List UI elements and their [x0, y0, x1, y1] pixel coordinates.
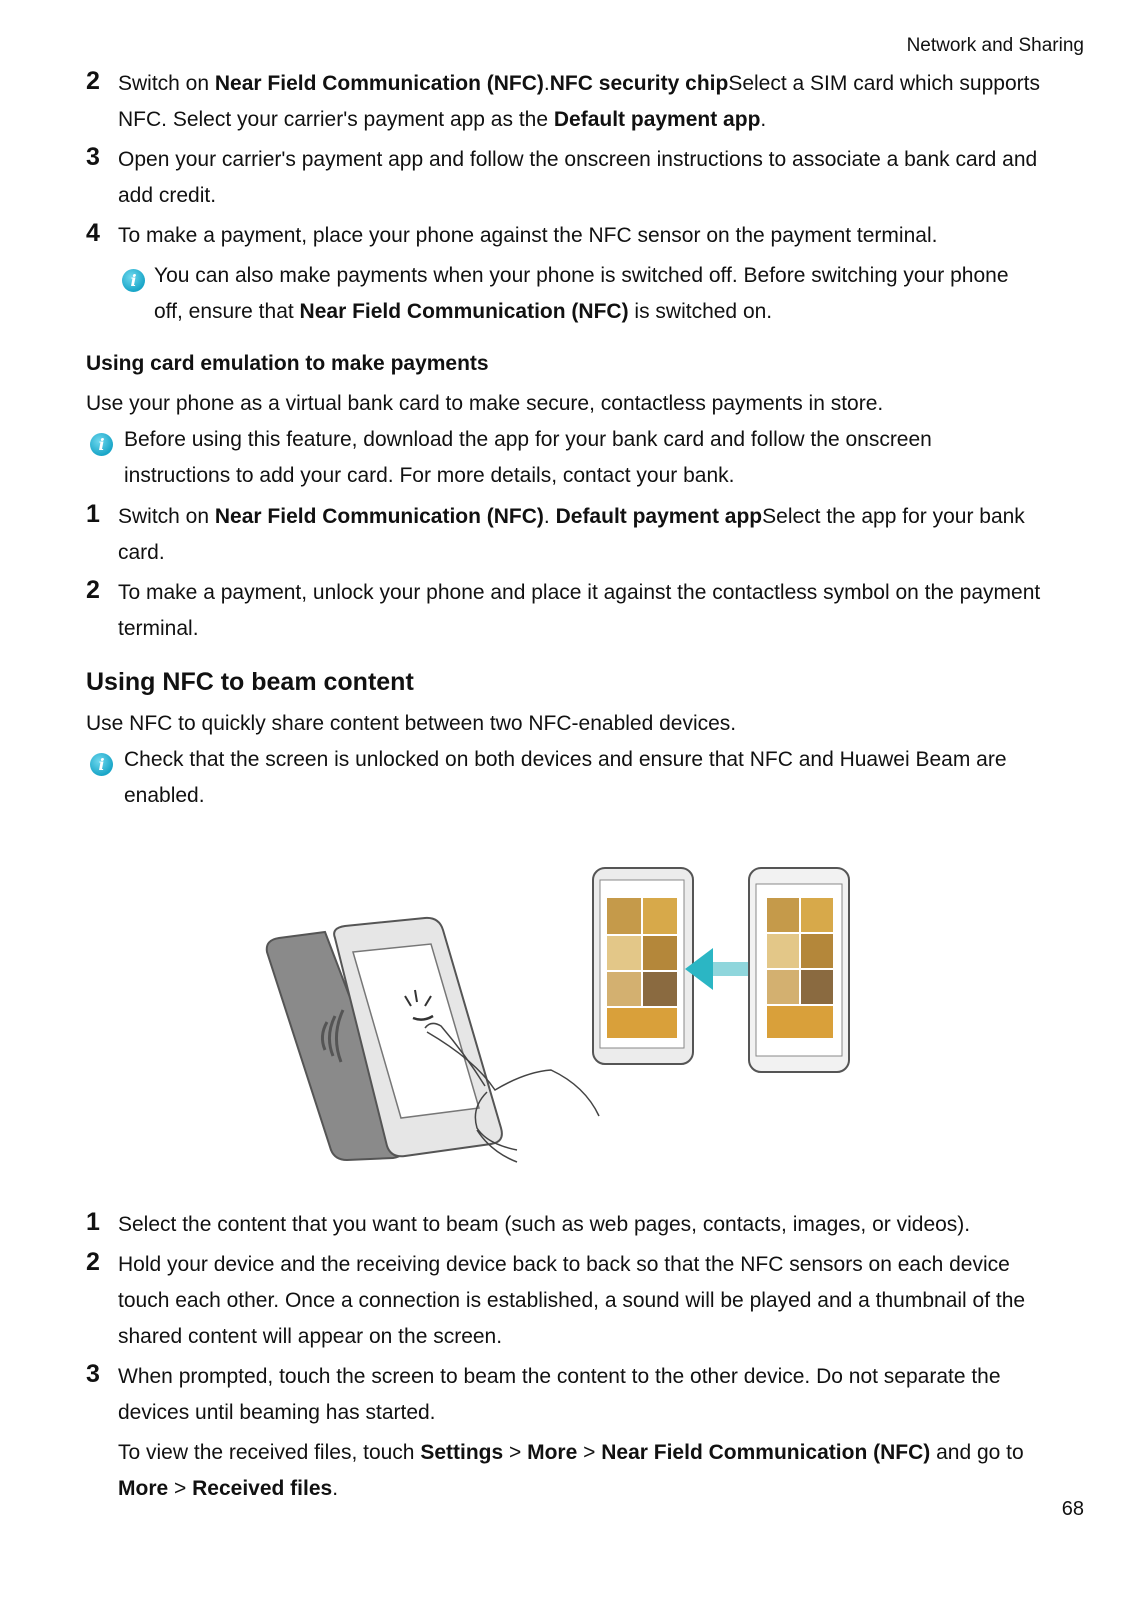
text-run: Select a SIM card which supports NFC. Select your carrier's payment app as the [118, 72, 1040, 131]
step-number: 1 [86, 1208, 100, 1236]
text-run: Switch on [118, 72, 215, 95]
info-icon: i [90, 433, 113, 456]
bold-term: Near Field Communication (NFC) [299, 300, 629, 323]
sending-phone [749, 868, 849, 1072]
step-text [118, 1247, 1066, 1355]
payment-step-2 [86, 66, 1066, 138]
text-run: . [332, 1477, 339, 1500]
text-run: . [760, 108, 767, 131]
bold-term: Default payment app [553, 108, 761, 131]
step-number: 3 [86, 143, 100, 171]
payment-step-4 [86, 218, 1066, 254]
text-run: To view the received files, touch [118, 1441, 421, 1464]
nfc-beam-illustration [255, 860, 875, 1180]
card-emulation-heading: Using card emulation to make payments [86, 352, 489, 375]
step-text [118, 499, 1066, 571]
step-number: 2 [86, 576, 100, 604]
payment-step-3 [86, 142, 1066, 214]
card-step-2 [86, 575, 1066, 647]
beam-intro: Use NFC to quickly share content between two NFC-enabled devices. [86, 712, 737, 735]
step-text [118, 218, 1066, 254]
bold-term: NFC security chip [549, 72, 729, 95]
text-run: is switched on. [628, 300, 773, 323]
text-run: > [577, 1441, 602, 1464]
text-run: Switch on [118, 505, 215, 528]
step-number: 2 [86, 67, 100, 95]
step-text [118, 1359, 1066, 1431]
bold-term: Received files [192, 1477, 333, 1500]
text-run: . [543, 72, 550, 95]
text-run: > [503, 1441, 528, 1464]
beam-step-1 [86, 1207, 1066, 1243]
beam-section-title: Using NFC to beam content [86, 668, 414, 696]
card-emulation-note: Before using this feature, download the app for your bank card and follow the onscreen instructions to add your card. For more details, contact your bank. [124, 428, 932, 487]
text-run: Select the app for your bank card. [118, 505, 1025, 564]
step-text [118, 66, 1066, 138]
text-run: Select the content that you want to beam (such as web pages, contacts, images, or videos). [118, 1213, 971, 1236]
info-icon: i [122, 269, 145, 292]
bold-term: Default payment app [555, 505, 763, 528]
bold-term: Near Field Communication (NFC) [214, 505, 544, 528]
step-number: 3 [86, 1360, 100, 1388]
bold-term: Near Field Communication (NFC) [601, 1441, 931, 1464]
receiving-phone [593, 868, 693, 1064]
page-number: 68 [1061, 1498, 1084, 1520]
beam-step-3 [86, 1359, 1066, 1431]
step-number: 2 [86, 1248, 100, 1276]
card-step-1 [86, 499, 1066, 571]
text-run: . [543, 505, 556, 528]
text-run: Open your carrier's payment app and follow the onscreen instructions to associate a bank card and add credit. [118, 148, 1038, 207]
bold-term: Settings [420, 1441, 504, 1464]
received-files-instructions [118, 1435, 1058, 1507]
bold-term: More [118, 1477, 169, 1500]
text-run: and go to [930, 1441, 1024, 1464]
text-run: > [168, 1477, 193, 1500]
bold-term: More [527, 1441, 578, 1464]
text-run: You can also make payments when your phone is switched off. Before switching your phone off, ensure that [154, 264, 1009, 323]
text-run: To make a payment, unlock your phone and place it against the contactless symbol on the payment terminal. [118, 581, 1041, 640]
step-text [118, 575, 1066, 647]
note-power-off [154, 258, 1034, 330]
text-run: Hold your device and the receiving device back to back so that the NFC sensors on each device touch each other. Once a connection is established, a sound will be played and a thumbnail of the shared content will appear on the screen. [118, 1253, 1026, 1348]
step-text [118, 1207, 1066, 1243]
info-icon: i [90, 753, 113, 776]
step-number: 1 [86, 500, 100, 528]
step-number: 4 [86, 219, 100, 247]
step-text [118, 142, 1066, 214]
text-run: To make a payment, place your phone against the NFC sensor on the payment terminal. [118, 224, 938, 247]
arrow-left-icon [685, 948, 756, 990]
text-run: When prompted, touch the screen to beam the content to the other device. Do not separate the devices until beaming has started. [118, 1365, 1001, 1424]
running-header: Network and Sharing [906, 35, 1084, 56]
beam-step-2 [86, 1247, 1066, 1355]
card-emulation-intro: Use your phone as a virtual bank card to make secure, contactless payments in store. [86, 392, 884, 415]
bold-term: Near Field Communication (NFC) [214, 72, 544, 95]
beam-note: Check that the screen is unlocked on both devices and ensure that NFC and Huawei Beam are enabled. [124, 748, 1007, 807]
tapping-phone [267, 918, 599, 1162]
